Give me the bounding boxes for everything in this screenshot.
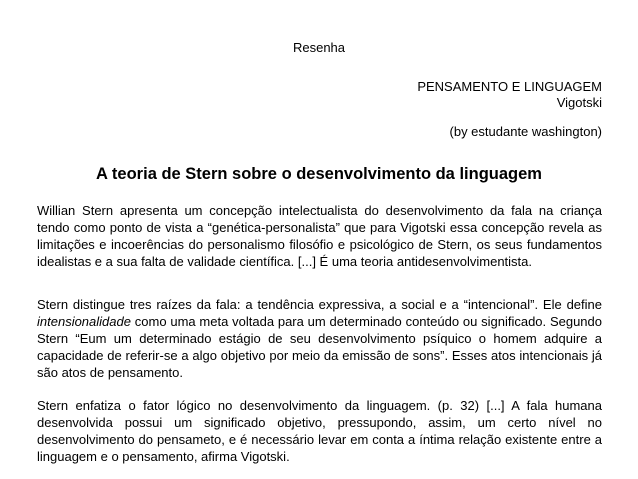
paragraph-2-text xyxy=(37,296,602,381)
reviewer-credit: (by estudante washington) xyxy=(449,124,602,139)
paragraph-2 xyxy=(37,296,602,381)
book-title: PENSAMENTO E LINGUAGEM xyxy=(417,79,602,94)
paragraph-3 xyxy=(37,397,602,465)
section-title: A teoria de Stern sobre o desenvolvimento da linguagem xyxy=(96,165,542,183)
review-label: Resenha xyxy=(292,40,346,55)
paragraph-2-part-2: como uma meta voltada para um determinado conteúdo ou significado. Segundo Stern “Eum um determinado estágio de seu desenvolvimento psíquico o homem adquire a capacidade de referir-se a algo objetivo por meio da emissão de sons”. Esses atos intencionais já são atos de pensamento. xyxy=(37,314,602,380)
paragraph-1 xyxy=(37,202,602,270)
book-author: Vigotski xyxy=(556,95,602,110)
paragraph-1-text: Willian Stern apresenta um concepção intelectualista do desenvolvimento da fala na criança tendo como ponto de vista a “genética-personalista” que para Vigotski essa concepção revela as limitações e incoerências do personalismo filosófio e psicológico de Stern, os seus fundamentos idealistas e a sua falta de validade científica. [...] É uma teoria antidesenvolvimentista. xyxy=(37,203,602,269)
paragraph-2-part-1: Stern distingue tres raízes da fala: a tendência expressiva, a social e a “intencional”. Ele define xyxy=(37,297,602,312)
paragraph-2-emphasis: intensionalidade xyxy=(37,314,131,329)
paragraph-3-text: Stern enfatiza o fator lógico no desenvolvimento da linguagem. (p. 32) [...] A fala humana desenvolvida possui um significado objetivo, pressupondo, assim, um certo nível no desenvolvimento do pensameto, e é necessário levar em conta a íntima relação existente entre a linguagem e o pensamento, afirma Vigotski. xyxy=(37,398,602,464)
